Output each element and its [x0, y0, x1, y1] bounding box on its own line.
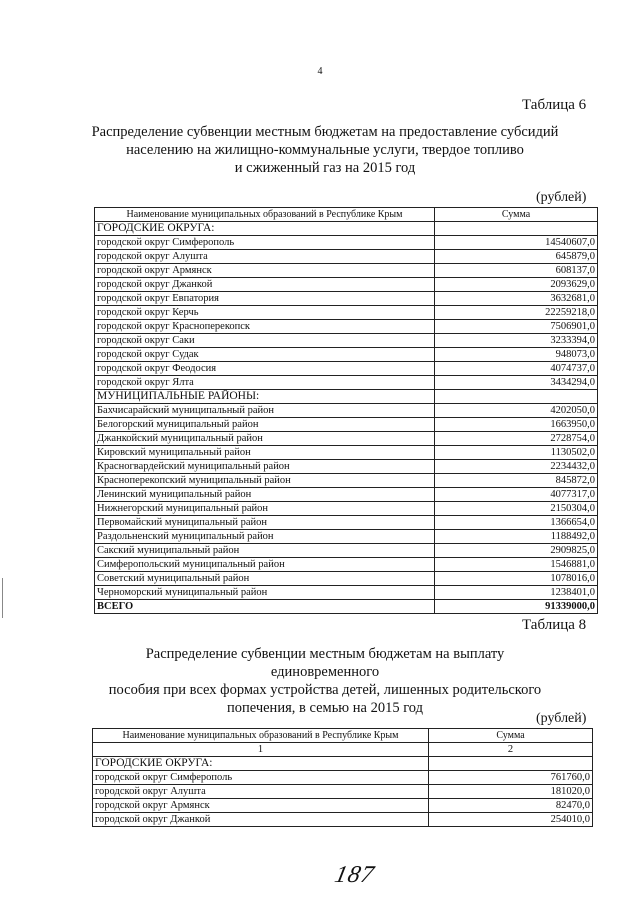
row-name-cell: Раздольненский муниципальный район — [95, 530, 435, 544]
table-row — [93, 785, 593, 799]
table-row — [95, 530, 598, 544]
table-row — [95, 558, 598, 572]
table-row — [93, 771, 593, 785]
total-row — [95, 600, 598, 614]
row-sum-cell: 4074737,0 — [435, 362, 598, 376]
table6-title-line: Распределение субвенции местным бюджетам на предоставление субсидий — [91, 124, 559, 140]
row-name-cell: Советский муниципальный район — [95, 572, 435, 586]
table6-title-line: населению на жилищно-коммунальные услуги, твердое топливо — [126, 142, 524, 158]
column-header-sum: Сумма — [435, 208, 598, 222]
row-name-cell: городской округ Феодосия — [95, 362, 435, 376]
column-header-name: Наименование муниципальных образований в Республике Крым — [93, 729, 429, 743]
row-name-cell: Черноморский муниципальный район — [95, 586, 435, 600]
table-row — [95, 544, 598, 558]
row-sum-cell: 14540607,0 — [435, 236, 598, 250]
row-name-cell: городской округ Алушта — [95, 250, 435, 264]
row-name-cell: городской округ Красноперекопск — [95, 320, 435, 334]
table-row — [95, 474, 598, 488]
row-sum-cell: 2093629,0 — [435, 278, 598, 292]
table-row — [95, 320, 598, 334]
table-row — [95, 376, 598, 390]
row-name-cell: ВСЕГО — [95, 600, 435, 614]
table8-title-line: Распределение субвенции местным бюджетам на выплату единовременного — [145, 646, 505, 680]
row-sum-cell: 1663950,0 — [435, 418, 598, 432]
row-sum-cell: 181020,0 — [429, 785, 593, 799]
row-name-cell: Нижнегорский муниципальный район — [95, 502, 435, 516]
table-row — [95, 264, 598, 278]
row-name-cell: Сакский муниципальный район — [95, 544, 435, 558]
row-sum-cell: 4077317,0 — [435, 488, 598, 502]
table-row — [95, 348, 598, 362]
table8-label: Таблица 8 — [522, 617, 587, 633]
row-name-cell: Кировский муниципальный район — [95, 446, 435, 460]
row-name-cell: городской округ Алушта — [93, 785, 429, 799]
row-sum-cell: 1238401,0 — [435, 586, 598, 600]
column-index: 1 — [93, 743, 429, 757]
row-sum-cell: 3233394,0 — [435, 334, 598, 348]
row-name-cell: Джанкойский муниципальный район — [95, 432, 435, 446]
table6 — [94, 207, 598, 614]
row-sum-cell: 608137,0 — [435, 264, 598, 278]
page-number: 4 — [317, 66, 323, 77]
row-sum-cell — [435, 390, 598, 404]
table8 — [92, 728, 593, 827]
row-sum-cell: 2150304,0 — [435, 502, 598, 516]
table-row — [95, 432, 598, 446]
handwritten-page-number: 187 — [332, 862, 377, 888]
row-sum-cell: 1130502,0 — [435, 446, 598, 460]
table-row — [95, 334, 598, 348]
table-row — [95, 516, 598, 530]
row-sum-cell: 761760,0 — [429, 771, 593, 785]
table-row — [95, 250, 598, 264]
row-sum-cell: 91339000,0 — [435, 600, 598, 614]
table-row — [93, 813, 593, 827]
row-name-cell: городской округ Джанкой — [93, 813, 429, 827]
row-name-cell: городской округ Евпатория — [95, 292, 435, 306]
row-sum-cell: 4202050,0 — [435, 404, 598, 418]
row-name-cell: Первомайский муниципальный район — [95, 516, 435, 530]
row-sum-cell: 22259218,0 — [435, 306, 598, 320]
table6-title-line: и сжиженный газ на 2015 год — [234, 160, 416, 176]
row-name-cell: Красноперекопский муниципальный район — [95, 474, 435, 488]
section-row — [93, 757, 593, 771]
section-row — [95, 222, 598, 236]
table-row — [95, 292, 598, 306]
table8-unit: (рублей) — [536, 711, 587, 726]
row-name-cell: ГОРОДСКИЕ ОКРУГА: — [93, 757, 429, 771]
column-header-sum: Сумма — [429, 729, 593, 743]
table6-unit: (рублей) — [536, 190, 587, 205]
row-sum-cell: 1546881,0 — [435, 558, 598, 572]
row-name-cell: городской округ Симферополь — [95, 236, 435, 250]
table-row — [95, 236, 598, 250]
row-sum-cell: 7506901,0 — [435, 320, 598, 334]
table-row — [95, 502, 598, 516]
row-sum-cell: 2234432,0 — [435, 460, 598, 474]
column-index: 2 — [429, 743, 593, 757]
row-sum-cell: 2728754,0 — [435, 432, 598, 446]
table8-title — [90, 645, 560, 717]
row-name-cell: Белогорский муниципальный район — [95, 418, 435, 432]
table-index-row — [93, 743, 593, 757]
table-row — [95, 586, 598, 600]
row-name-cell: городской округ Саки — [95, 334, 435, 348]
table8-title-line: попечения, в семью на 2015 год — [226, 700, 424, 716]
row-name-cell: городской округ Симферополь — [93, 771, 429, 785]
table6-title — [90, 123, 560, 177]
table-row — [95, 460, 598, 474]
table-header-row — [93, 729, 593, 743]
row-name-cell: Симферопольский муниципальный район — [95, 558, 435, 572]
row-name-cell: городской округ Ялта — [95, 376, 435, 390]
row-sum-cell: 645879,0 — [435, 250, 598, 264]
row-name-cell: Красногвардейский муниципальный район — [95, 460, 435, 474]
table-row — [95, 306, 598, 320]
row-sum-cell: 3632681,0 — [435, 292, 598, 306]
row-sum-cell: 948073,0 — [435, 348, 598, 362]
row-name-cell: ГОРОДСКИЕ ОКРУГА: — [95, 222, 435, 236]
row-sum-cell: 1078016,0 — [435, 572, 598, 586]
row-sum-cell: 82470,0 — [429, 799, 593, 813]
section-row — [95, 390, 598, 404]
margin-mark — [2, 578, 3, 618]
table-row — [95, 362, 598, 376]
table8-title-line: пособия при всех формах устройства детей, лишенных родительского — [108, 682, 542, 698]
table6-label: Таблица 6 — [522, 97, 587, 113]
row-name-cell: городской округ Армянск — [95, 264, 435, 278]
row-name-cell: Бахчисарайский муниципальный район — [95, 404, 435, 418]
table-row — [95, 446, 598, 460]
row-name-cell: городской округ Керчь — [95, 306, 435, 320]
table-row — [95, 404, 598, 418]
column-header-name: Наименование муниципальных образований в Республике Крым — [95, 208, 435, 222]
row-sum-cell — [435, 222, 598, 236]
row-sum-cell: 254010,0 — [429, 813, 593, 827]
table-row — [95, 488, 598, 502]
row-sum-cell — [429, 757, 593, 771]
row-name-cell: Ленинский муниципальный район — [95, 488, 435, 502]
row-name-cell: городской округ Армянск — [93, 799, 429, 813]
row-sum-cell: 3434294,0 — [435, 376, 598, 390]
table-row — [93, 799, 593, 813]
row-name-cell: городской округ Судак — [95, 348, 435, 362]
row-name-cell: МУНИЦИПАЛЬНЫЕ РАЙОНЫ: — [95, 390, 435, 404]
row-name-cell: городской округ Джанкой — [95, 278, 435, 292]
row-sum-cell: 1188492,0 — [435, 530, 598, 544]
row-sum-cell: 1366654,0 — [435, 516, 598, 530]
table-row — [95, 572, 598, 586]
table-row — [95, 278, 598, 292]
table-row — [95, 418, 598, 432]
row-sum-cell: 845872,0 — [435, 474, 598, 488]
table-header-row — [95, 208, 598, 222]
row-sum-cell: 2909825,0 — [435, 544, 598, 558]
